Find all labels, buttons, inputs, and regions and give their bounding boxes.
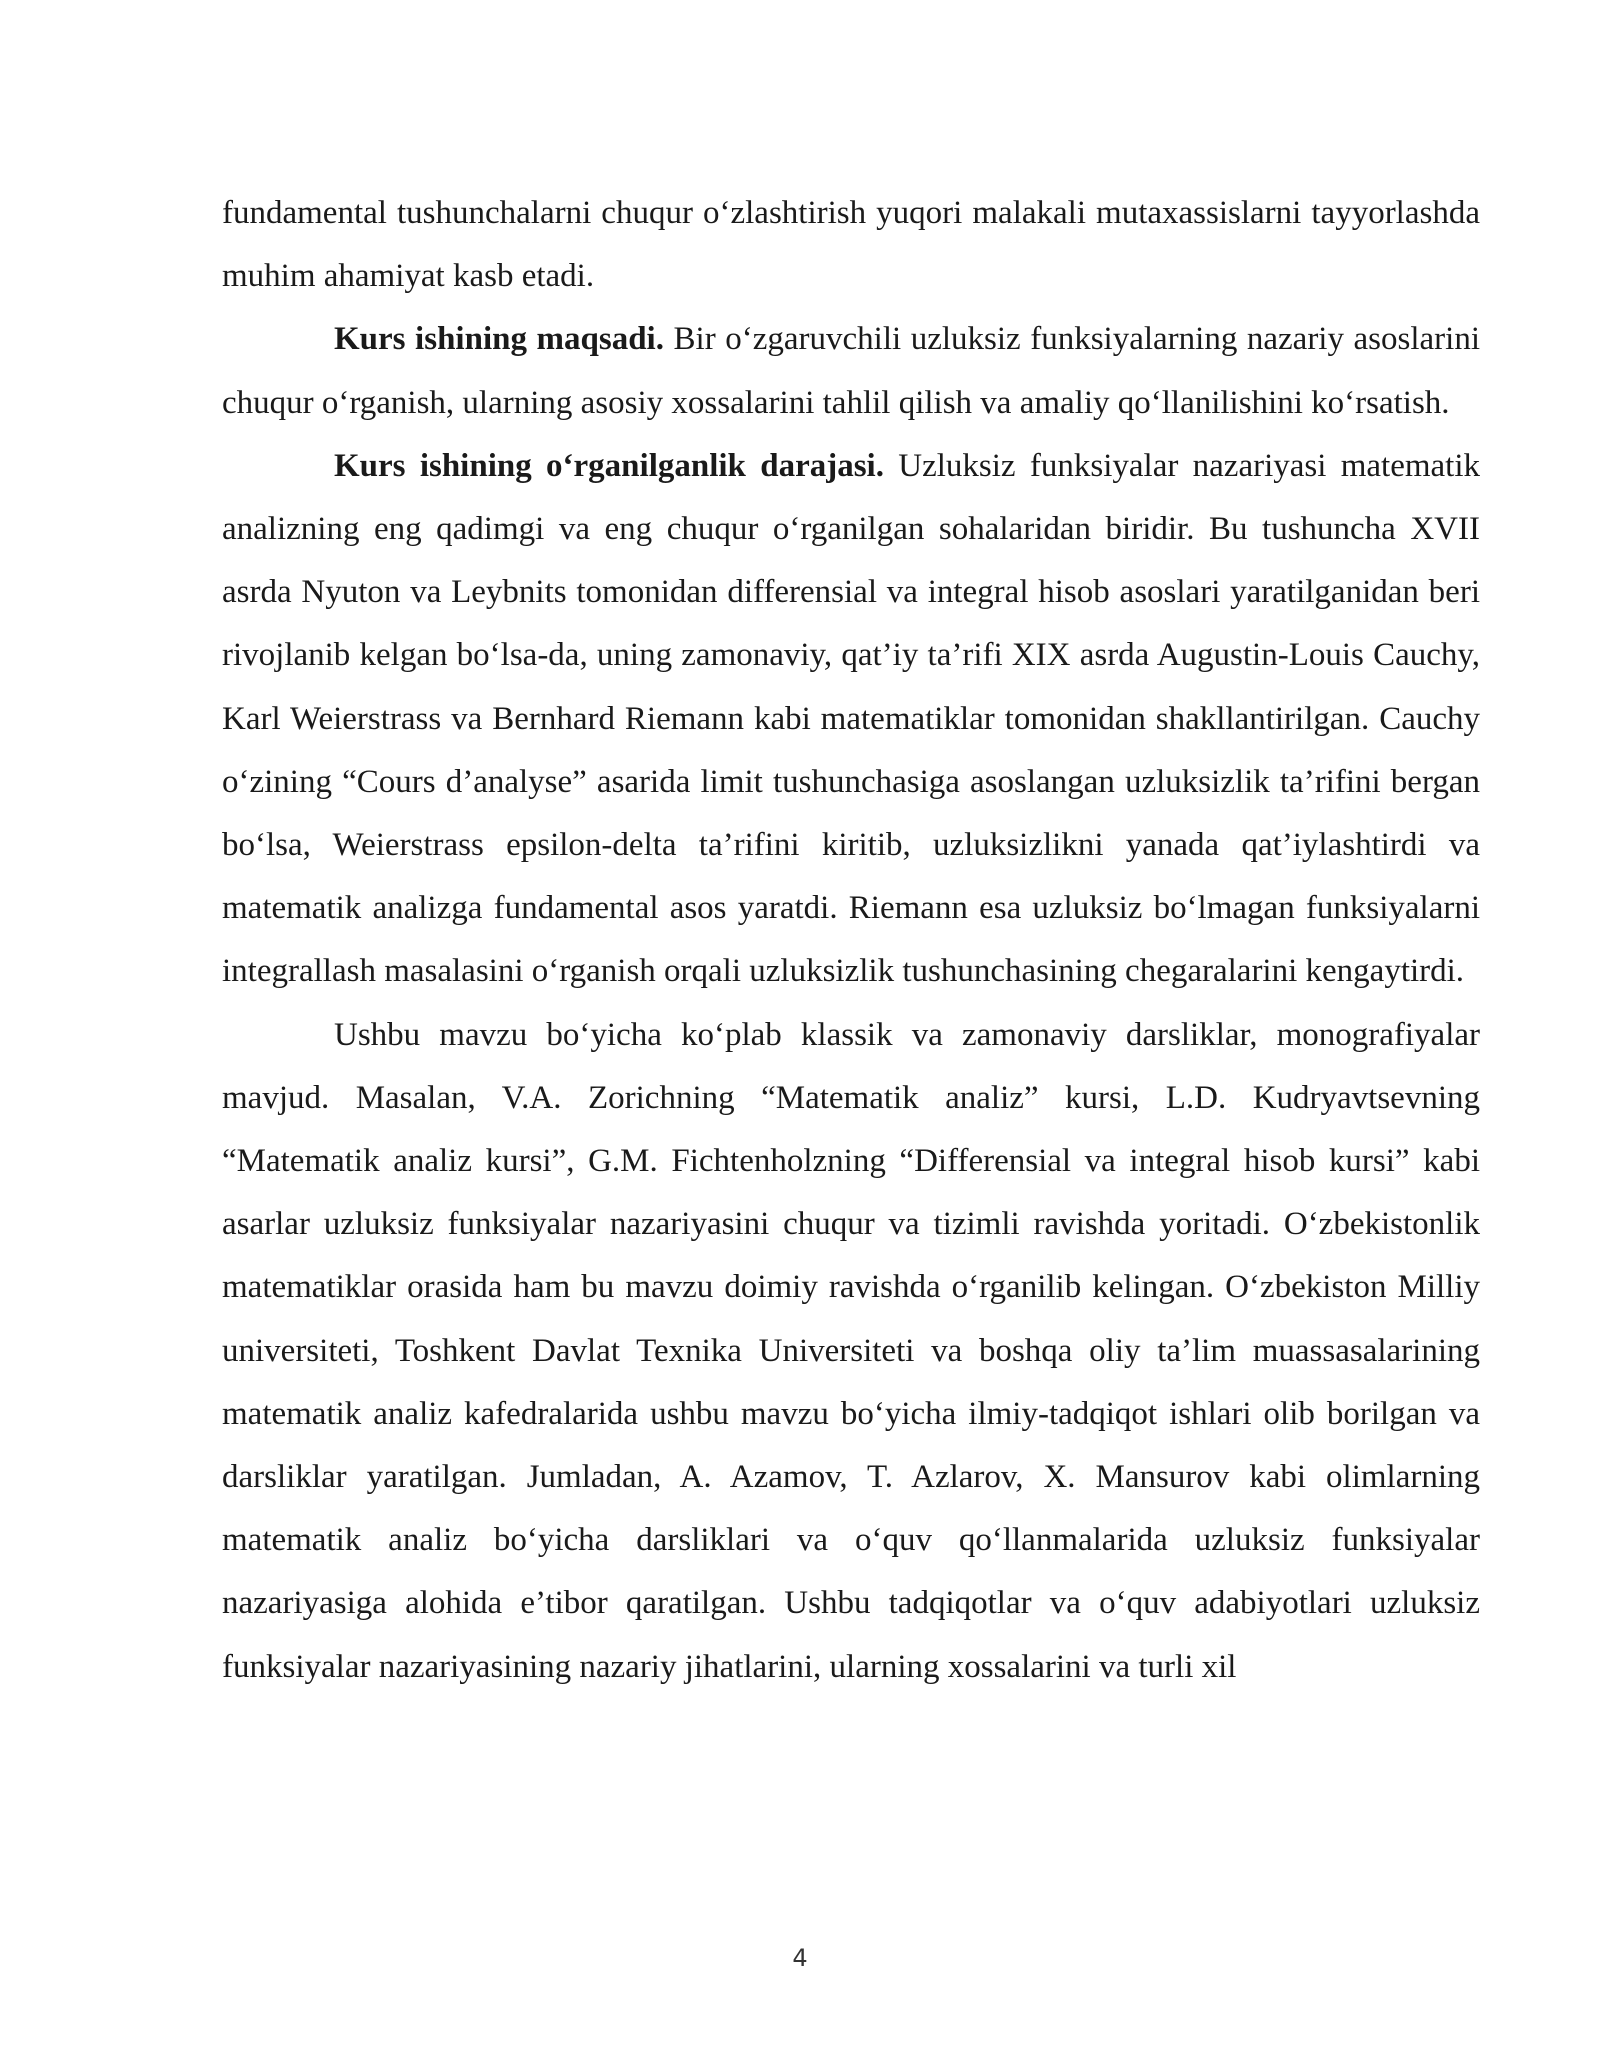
paragraph-course-goal xyxy=(222,308,1480,434)
paragraph-text: fundamental tushunchalarni chuqur o‘zlashtirish yuqori malakali mutaxassislarni tayyorlashda muhim ahamiyat kasb etadi. xyxy=(222,195,1480,295)
paragraph-text: Ushbu mavzu bo‘yicha ko‘plab klassik va zamonaviy darsliklar, monografiyalar mavjud. Masalan, V.A. Zorichning “Matematik analiz” kursi, L.D. Kudryavtsevning “Matematik analiz kursi”, G.M. Fichtenholzning “Differensial va integral hisob kursi” kabi asarlar uzluksiz funksiyalar nazariyasini chuqur va tizimli ravishda yoritadi. O‘zbekistonlik matematiklar orasida ham bu mavzu doimiy ravishda o‘rganilib kelingan. O‘zbekiston Milliy universiteti, Toshkent Davlat Texnika Universiteti va boshqa oliy ta’lim muassasalarining matematik analiz kafedralarida ushbu mavzu bo‘yicha ilmiy-tadqiqot ishlari olib borilgan va darsliklar yaratilgan. Jumladan, A. Azamov, T. Azlarov, X. Mansurov kabi olimlarning matematik analiz bo‘yicha darsliklari va o‘quv qo‘llanmalarida uzluksiz funksiyalar nazariyasiga alohida e’tibor qaratilgan. Ushbu tadqiqotlar va o‘quv adabiyotlari uzluksiz funksiyalar nazariyasining nazariy jihatlarini, ularning xossalarini va turli xil xyxy=(222,1016,1480,1685)
paragraph-literature xyxy=(222,1004,1480,1699)
paragraph-heading: Kurs ishining maqsadi. xyxy=(334,321,664,358)
paragraph-heading: Kurs ishining o‘rganilganlik darajasi. xyxy=(334,447,884,484)
paragraph-text: Bir o‘zgaruvchili uzluksiz funksiyalarning nazariy asoslarini chuqur o‘rganish, ularning asosiy xossalarini tahlil qilish va amaliy qo‘llanilishini ko‘rsatish. xyxy=(222,321,1480,421)
page-number: 4 xyxy=(792,1944,808,1972)
paragraph-study-level xyxy=(222,435,1480,1004)
body-text xyxy=(222,182,1480,1699)
paragraph-continuation xyxy=(222,182,1480,308)
paragraph-text: Uzluksiz funksiyalar nazariyasi matematik analizning eng qadimgi va eng chuqur o‘rganilgan sohalaridan biridir. Bu tushuncha XVII asrda Nyuton va Leybnits tomonidan differensial va integral hisob asoslari yaratilganidan beri rivojlanib kelgan bo‘lsa-da, uning zamonaviy, qat’iy ta’rifi XIX asrda Augustin-Louis Cauchy, Karl Weierstrass va Bernhard Riemann kabi matematiklar tomonidan shakllantirilgan. Cauchy o‘zining “Cours d’analyse” asarida limit tushunchasiga asoslangan uzluksizlik ta’rifini bergan bo‘lsa, Weierstrass epsilon-delta ta’rifini kiritib, uzluksizlikni yanada qat’iylashtirdi va matematik analizga fundamental asos yaratdi. Riemann esa uzluksiz bo‘lmagan funksiyalarni integrallash masalasini o‘rganish orqali uzluksizlik tushunchasining chegaralarini kengaytirdi. xyxy=(222,447,1480,990)
